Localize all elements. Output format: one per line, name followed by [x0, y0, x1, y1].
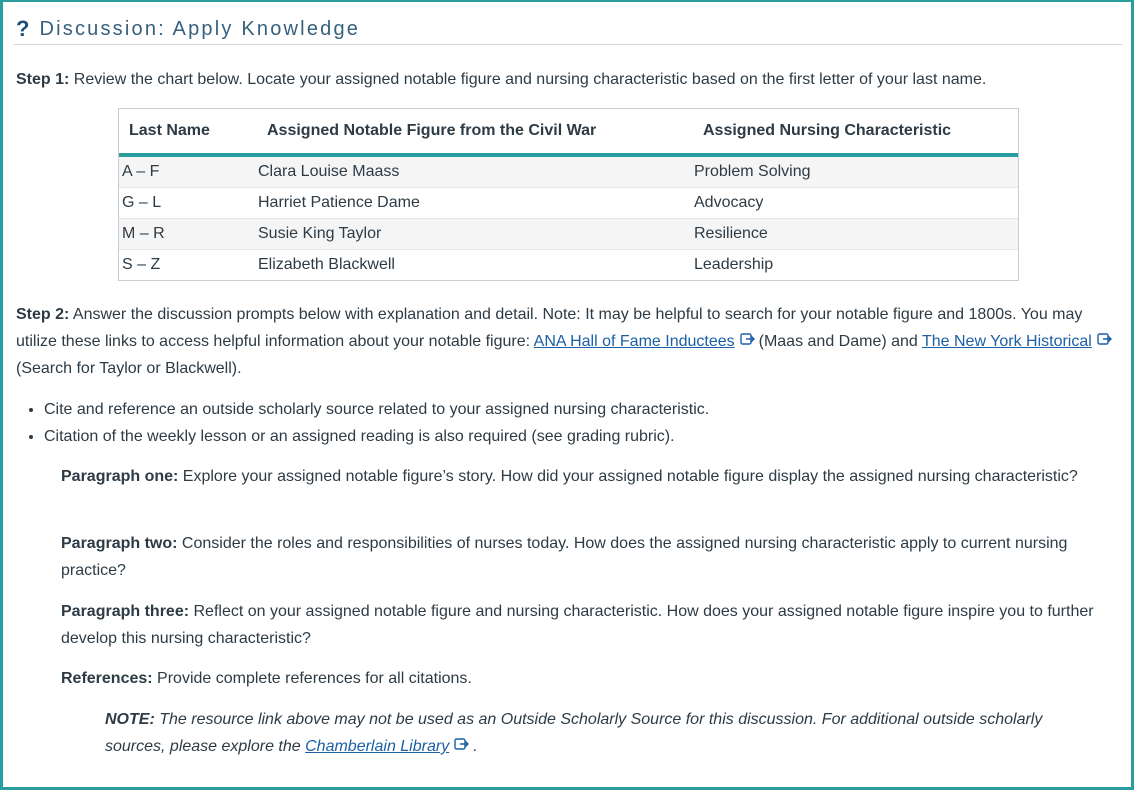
- references-label: References:: [61, 670, 153, 687]
- note-text: The resource link above may not be used as an Outside Scholarly Source for this discussion. For additional outside scholarly sources, please explore the: [105, 711, 1043, 755]
- note-block: [105, 706, 1105, 760]
- new-york-historical-link[interactable]: The New York Historical: [921, 333, 1092, 350]
- step-1-instructions: [16, 66, 1116, 93]
- note-label: NOTE:: [105, 711, 155, 728]
- step-2-text-after: (Search for Taylor or Blackwell).: [16, 360, 242, 378]
- cell-nursing-characteristic: Leadership: [694, 256, 774, 273]
- list-item: • Cite and reference an outside scholarly source related to your assigned nursing characteristic.: [44, 396, 1134, 423]
- column-header-notable-figure: Assigned Notable Figure from the Civil War: [243, 109, 679, 155]
- cell-notable-figure: Clara Louise Maass: [243, 155, 679, 188]
- cell-last-name-range: M – R: [119, 219, 243, 250]
- paragraph-two-text: Consider the roles and responsibilities of nurses today. How does the assigned nursing characteristic apply to current nursing practice?: [61, 535, 1068, 579]
- paragraph-one-label: Paragraph one:: [61, 468, 179, 485]
- references-prompt: [61, 665, 1121, 692]
- list-item: • Citation of the weekly lesson or an assigned reading is also required (see grading rubric).: [44, 423, 1134, 450]
- paragraph-three-prompt: [61, 598, 1121, 652]
- paragraph-two-label: Paragraph two:: [61, 535, 178, 552]
- table-row: [119, 250, 1018, 281]
- paragraph-two-prompt: [61, 530, 1121, 584]
- paragraph-one-prompt: [61, 463, 1121, 490]
- assignment-table: [118, 108, 1019, 281]
- external-link-icon: [454, 733, 470, 760]
- requirements-list: [16, 396, 1134, 450]
- external-link-icon: [1097, 328, 1113, 355]
- cell-last-name-range: S – Z: [122, 256, 161, 273]
- external-link-icon: [740, 328, 756, 355]
- paragraph-one-text: Explore your assigned notable figure’s story. How did your assigned notable figure display the assigned nursing characteristic?: [178, 468, 1078, 485]
- step-2-text: Answer the discussion prompts below with explanation and detail. Note: It may be helpful to search for your notable figure and 1800s. You may utilize these links to access helpful information about your notable figure:: [16, 306, 1083, 350]
- step-2-label: Step 2:: [16, 306, 70, 323]
- note-end: .: [473, 738, 478, 755]
- page-title: Discussion: Apply Knowledge: [39, 17, 361, 40]
- table-row: [119, 219, 1018, 250]
- step-2-text-mid: (Maas and Dame) and: [758, 333, 922, 350]
- cell-nursing-characteristic: Problem Solving: [679, 155, 1018, 188]
- column-header-last-name: Last Name: [119, 109, 243, 155]
- paragraph-three-label: Paragraph three:: [61, 603, 190, 620]
- cell-last-name-range: G – L: [119, 188, 243, 219]
- step-1-label: Step 1:: [16, 71, 70, 88]
- step-1-text: Review the chart below. Locate your assigned notable figure and nursing characteristic based on the first letter of your last name.: [69, 71, 987, 88]
- page-header: [14, 14, 1122, 45]
- step-2-instructions: [16, 301, 1116, 382]
- cell-last-name-range: A – F: [119, 155, 243, 188]
- ana-hall-of-fame-link[interactable]: ANA Hall of Fame Inductees: [533, 333, 735, 350]
- cell-notable-figure: Elizabeth Blackwell: [258, 256, 395, 273]
- column-header-nursing-characteristic: Assigned Nursing Characteristic: [679, 109, 1018, 155]
- chamberlain-library-link[interactable]: Chamberlain Library: [305, 738, 450, 755]
- references-text: Provide complete references for all citations.: [152, 670, 472, 687]
- cell-notable-figure: Susie King Taylor: [243, 219, 679, 250]
- paragraph-three-text: Reflect on your assigned notable figure and nursing characteristic. How does your assigned notable figure inspire you to further develop this nursing characteristic?: [61, 603, 1094, 647]
- table-row: [119, 155, 1018, 188]
- cell-nursing-characteristic: Resilience: [679, 219, 1018, 250]
- cell-notable-figure: Harriet Patience Dame: [243, 188, 679, 219]
- question-mark-icon: ?: [16, 16, 30, 41]
- table-row: [119, 188, 1018, 219]
- table-header-row: [119, 109, 1018, 155]
- cell-nursing-characteristic: Advocacy: [679, 188, 1018, 219]
